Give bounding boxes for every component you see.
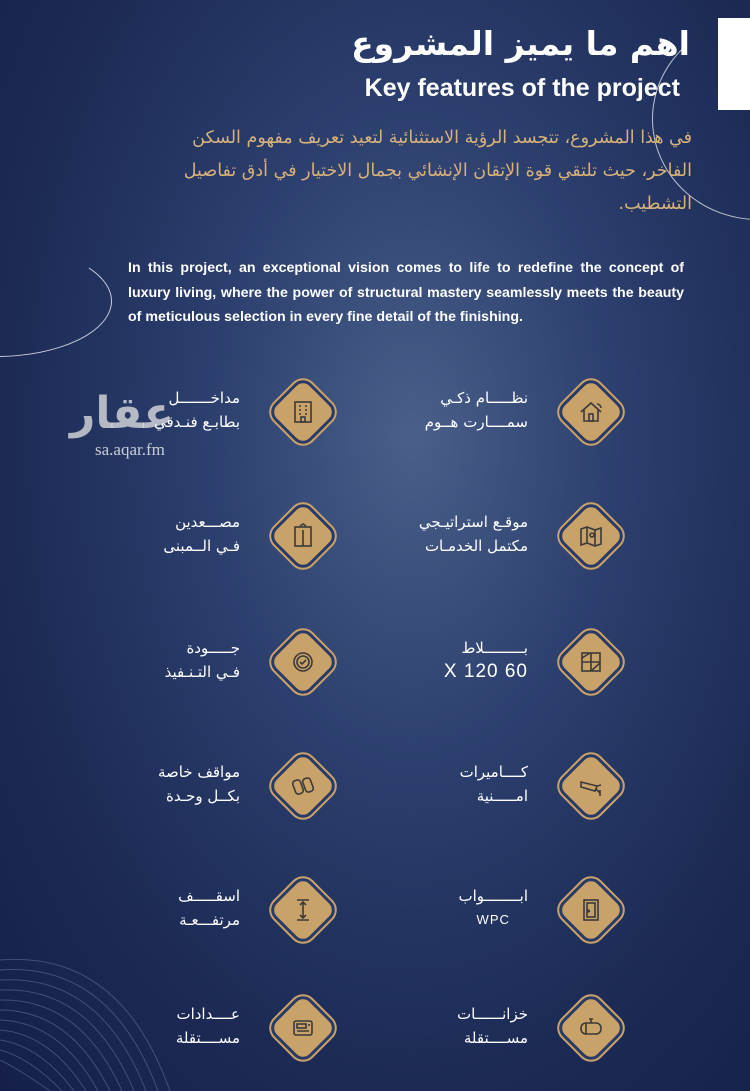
page-title-arabic: اهم ما يميز المشروع — [351, 24, 690, 63]
meter-icon — [289, 1014, 317, 1042]
intro-english: In this project, an exceptional vision comes to life to redefine the concept of luxury living, where the power of structural mastery seamlessly meets the beauty of meticulous selection in every fine detail of the finishing. — [128, 260, 684, 325]
tiles-icon — [577, 648, 605, 676]
aqar-watermark-url: sa.aqar.fm — [95, 440, 165, 459]
feature-high-ceilings: اسقـــــف مرتفـــعـة — [22, 876, 322, 946]
security-camera-icon — [577, 772, 605, 800]
feature-private-parking: مواقف خاصة بكــل وحـدة — [22, 752, 322, 822]
hotel-building-icon — [289, 398, 317, 426]
feature-smart-home: نظـــــام ذكـي سمــــارت هــوم — [310, 378, 610, 448]
feature-quality: جـــــودة فـي التـنـفيذ — [22, 628, 322, 698]
feature-strategic-location: موقـع استراتيـجي مكتمل الخدمـات — [310, 502, 610, 572]
map-location-icon — [577, 522, 605, 550]
elevator-icon — [289, 522, 317, 550]
feature-meters: عــــدادات مســــتقلة — [22, 994, 322, 1064]
intro-arabic: في هذا المشروع، تتجسد الرؤية الاستثنائية لتعيد تعريف مفهوم السكن الفاخر، حيث تلتقي قوة الإتقان الإنشائي بجمال الاختيار في أدق تفاصيل التشطيب. — [183, 128, 692, 214]
high-ceiling-icon — [289, 896, 317, 924]
decorative-wave-lines — [0, 940, 260, 1091]
door-icon — [577, 896, 605, 924]
feature-tiles: بـــــــــلاط 60 X 120 — [310, 628, 610, 698]
water-tank-icon — [577, 1014, 605, 1042]
smart-home-icon — [577, 398, 605, 426]
feature-hotel-entrances: مداخـــــــل بطابـع فنـدقي — [22, 378, 322, 448]
feature-doors: ابــــــــواب WPC — [310, 876, 610, 946]
decorative-arc-left — [0, 245, 112, 357]
quality-badge-icon — [289, 648, 317, 676]
page-title-english: Key features of the project — [364, 74, 680, 102]
feature-elevators: مصـــعدين فـي الــمبنى — [22, 502, 322, 572]
feature-security-cameras: كــــاميرات امـــــنية — [310, 752, 610, 822]
parking-icon — [289, 772, 317, 800]
feature-water-tanks: خزانــــــات مســــتقلة — [310, 994, 610, 1064]
aqar-watermark-logo: عقار — [70, 388, 174, 439]
